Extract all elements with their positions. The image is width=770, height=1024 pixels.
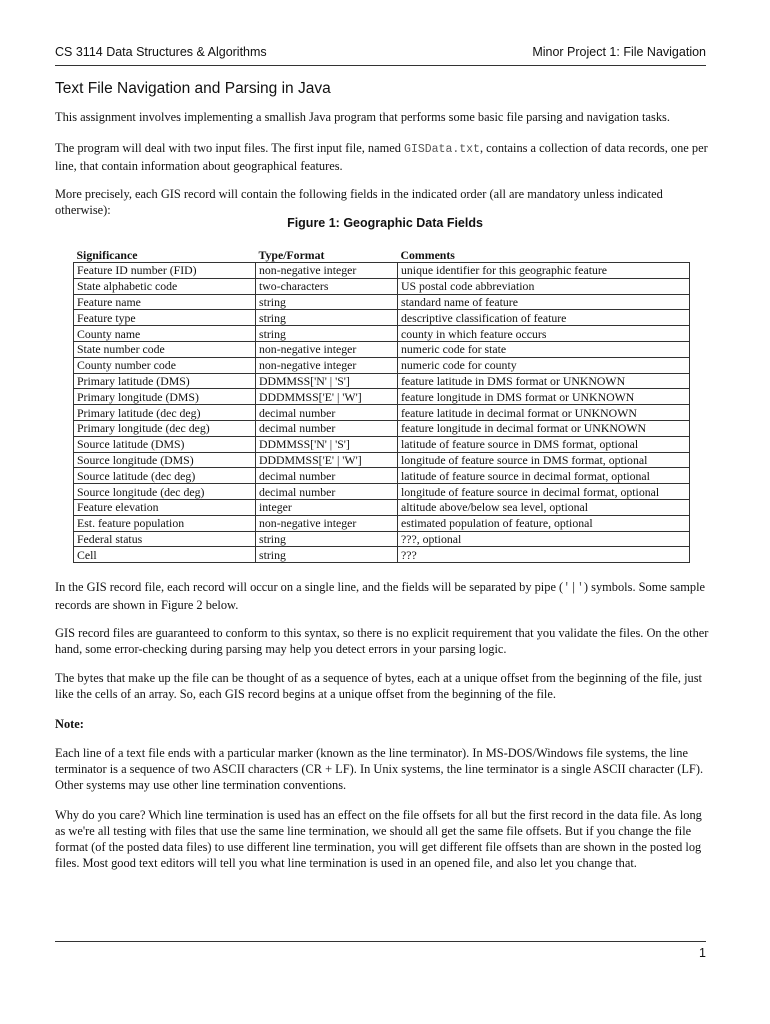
table-cell: non-negative integer <box>256 515 398 531</box>
table-row <box>74 547 690 563</box>
table-row <box>74 294 690 310</box>
figure-caption: Figure 1: Geographic Data Fields <box>287 216 483 230</box>
table-cell: Source latitude (dec deg) <box>74 468 256 484</box>
table-cell: estimated population of feature, optional <box>398 515 690 531</box>
table-cell: Cell <box>74 547 256 563</box>
table-cell: longitude of feature source in decimal format, optional <box>398 484 690 500</box>
table-cell: decimal number <box>256 484 398 500</box>
why-care-paragraph: Why do you care? Which line termination is used has an effect on the file offsets for all but the first record in the data file. As long as we're all testing with files that use the same line termination, we should all get the same file offsets. But if you change the file format (of the posted data files) to use different line termination, you will get different file offsets than are shown in the posted log files. Most good text editors will tell you what line termination is used in an opened file, and also let you change that. <box>55 808 702 870</box>
table-cell: descriptive classification of feature <box>398 310 690 326</box>
table-row <box>74 405 690 421</box>
project-title: Minor Project 1: File Navigation <box>532 45 706 59</box>
table-row <box>74 310 690 326</box>
table-cell: decimal number <box>256 405 398 421</box>
table-cell: Feature ID number (FID) <box>74 263 256 279</box>
table-cell: decimal number <box>256 420 398 436</box>
section-title: Text File Navigation and Parsing in Java <box>55 80 331 97</box>
table-cell: Est. feature population <box>74 515 256 531</box>
table-cell: altitude above/below sea level, optional <box>398 499 690 515</box>
page-number: 1 <box>699 946 706 960</box>
separator-text-after: ) symbols. Some sample records are shown in Figure 2 below. <box>55 580 706 612</box>
column-header: Comments <box>400 248 455 262</box>
table-cell: Primary longitude (DMS) <box>74 389 256 405</box>
table-cell: unique identifier for this geographic feature <box>398 263 690 279</box>
table-cell: DDMMSS['N' | 'S'] <box>256 373 398 389</box>
table-cell: string <box>256 326 398 342</box>
table-row <box>74 452 690 468</box>
geographic-fields-table <box>73 248 690 563</box>
table-cell: DDDMMSS['E' | 'W'] <box>256 452 398 468</box>
table-cell: county in which feature occurs <box>398 326 690 342</box>
table-row <box>74 278 690 294</box>
separator-text-before: In the GIS record file, each record will occur on a single line, and the fields will be separated by pipe ( <box>55 580 564 594</box>
filename-code: GISData.txt <box>404 143 480 156</box>
fields-intro-paragraph: More precisely, each GIS record will contain the following fields in the indicated order (all are mandatory unless indicated otherwise): <box>55 187 663 217</box>
table-row <box>74 531 690 547</box>
table-row <box>74 436 690 452</box>
table-cell: Feature type <box>74 310 256 326</box>
table-cell: ???, optional <box>398 531 690 547</box>
table-cell: Feature elevation <box>74 499 256 515</box>
course-title: CS 3114 Data Structures & Algorithms <box>55 45 267 59</box>
table-row <box>74 357 690 373</box>
note-label: Note: <box>55 717 84 731</box>
table-cell: Federal status <box>74 531 256 547</box>
table-cell: Source latitude (DMS) <box>74 436 256 452</box>
table-row <box>74 499 690 515</box>
table-cell: two-characters <box>256 278 398 294</box>
table-cell: standard name of feature <box>398 294 690 310</box>
table-row <box>74 515 690 531</box>
table-cell: numeric code for state <box>398 341 690 357</box>
footer-rule <box>55 941 706 942</box>
table-cell: feature longitude in DMS format or UNKNOWN <box>398 389 690 405</box>
table-cell: feature latitude in decimal format or UNKNOWN <box>398 405 690 421</box>
table-cell: string <box>256 547 398 563</box>
table-header-row <box>74 248 690 263</box>
table-cell: US postal code abbreviation <box>398 278 690 294</box>
table-cell: longitude of feature source in DMS format, optional <box>398 452 690 468</box>
table-row <box>74 341 690 357</box>
table-cell: latitude of feature source in decimal format, optional <box>398 468 690 484</box>
separator-paragraph <box>55 579 710 613</box>
table-row <box>74 373 690 389</box>
table-cell: non-negative integer <box>256 263 398 279</box>
page-header <box>55 45 706 65</box>
table-cell: Primary latitude (dec deg) <box>74 405 256 421</box>
table-cell: DDDMMSS['E' | 'W'] <box>256 389 398 405</box>
table-row <box>74 326 690 342</box>
table-row <box>74 484 690 500</box>
table-cell: latitude of feature source in DMS format, optional <box>398 436 690 452</box>
input-files-paragraph <box>55 140 710 174</box>
table-body <box>74 263 690 563</box>
syntax-paragraph: GIS record files are guaranteed to conform to this syntax, so there is no explicit requirement that you validate the files. On the other hand, some error-checking during parsing may help you detect errors in your parsing logic. <box>55 626 709 656</box>
line-terminator-paragraph: Each line of a text file ends with a particular marker (known as the line terminator). In MS-DOS/Windows file systems, the line terminator is a sequence of two ASCII characters (CR + LF). In Unix systems, the line terminator is a single ASCII character (LF). Other systems may use other line termination conventions. <box>55 746 704 792</box>
table-row <box>74 389 690 405</box>
table-cell: decimal number <box>256 468 398 484</box>
table-cell: non-negative integer <box>256 341 398 357</box>
column-header: Type/Format <box>258 248 325 262</box>
header-rule <box>55 65 706 66</box>
table-row <box>74 263 690 279</box>
table-cell: County number code <box>74 357 256 373</box>
intro-paragraph: This assignment involves implementing a smallish Java program that performs some basic file parsing and navigation tasks. <box>55 110 670 124</box>
table-cell: Primary longitude (dec deg) <box>74 420 256 436</box>
column-header: Significance <box>76 248 138 262</box>
table-cell: ??? <box>398 547 690 563</box>
table-cell: State alphabetic code <box>74 278 256 294</box>
table-cell: feature latitude in DMS format or UNKNOWN <box>398 373 690 389</box>
table-cell: string <box>256 531 398 547</box>
table-cell: DDMMSS['N' | 'S'] <box>256 436 398 452</box>
table-cell: numeric code for county <box>398 357 690 373</box>
table-cell: Source longitude (DMS) <box>74 452 256 468</box>
table-cell: integer <box>256 499 398 515</box>
pipe-symbol-code: '|' <box>563 582 584 595</box>
table-cell: State number code <box>74 341 256 357</box>
input-files-text-before: The program will deal with two input files. The first input file, named <box>55 141 405 155</box>
table-cell: Primary latitude (DMS) <box>74 373 256 389</box>
table-cell: feature longitude in decimal format or UNKNOWN <box>398 420 690 436</box>
table-cell: County name <box>74 326 256 342</box>
table-row <box>74 420 690 436</box>
table-row <box>74 468 690 484</box>
bytes-paragraph: The bytes that make up the file can be thought of as a sequence of bytes, each at a unique offset from the beginning of the file, just like the cells of an array. So, each GIS record begins at a unique offset from the beginning of the file. <box>55 671 702 701</box>
table-cell: Source longitude (dec deg) <box>74 484 256 500</box>
table-cell: Feature name <box>74 294 256 310</box>
table-cell: non-negative integer <box>256 357 398 373</box>
table-cell: string <box>256 310 398 326</box>
input-files-text-after: , contains a collection of data records, one per line, that contain information about geographical features. <box>55 141 708 173</box>
table-cell: string <box>256 294 398 310</box>
